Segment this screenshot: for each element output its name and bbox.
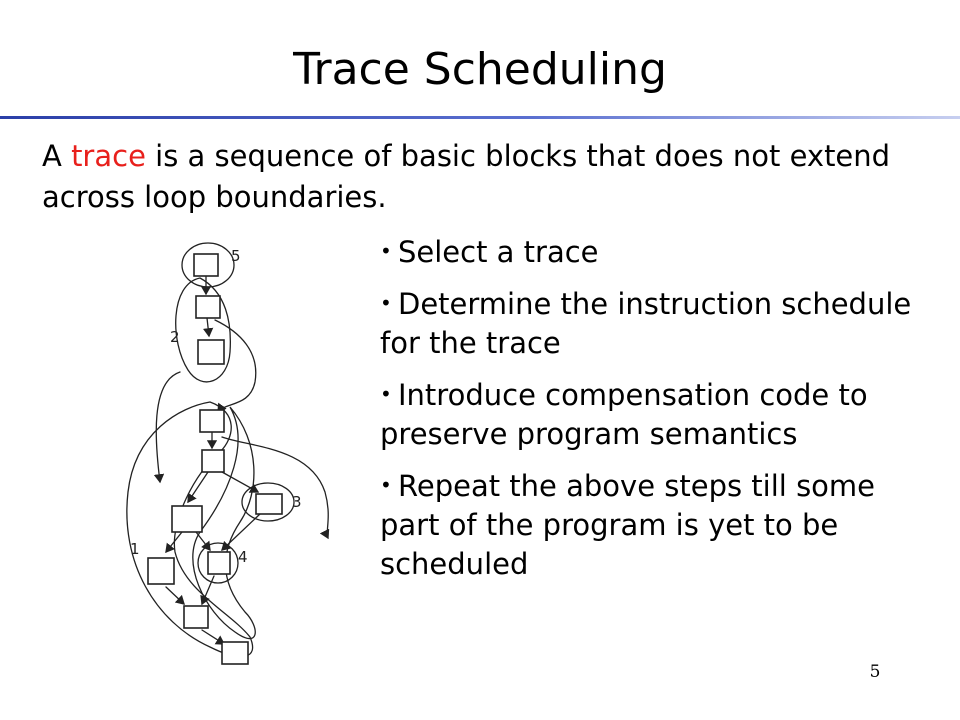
list-item (380, 466, 940, 584)
basic-block (200, 410, 224, 432)
trace-2-label: 2 (170, 328, 180, 346)
step-text: Repeat the above steps till some part of the program is yet to be scheduled (380, 469, 876, 581)
steps-list (380, 232, 940, 596)
trace-5-label: 5 (231, 247, 241, 265)
basic-block (208, 552, 230, 574)
basic-block (222, 642, 248, 664)
list-item (380, 284, 940, 363)
bullet-icon: • (380, 473, 392, 497)
basic-block (194, 254, 218, 276)
title-divider (0, 116, 960, 119)
basic-block (256, 494, 282, 514)
step-text: Select a trace (398, 235, 599, 269)
intro-text (42, 136, 942, 218)
intro-highlight-trace: trace (71, 139, 146, 173)
trace-1-label: 1 (130, 540, 140, 558)
trace-4-label: 4 (238, 548, 248, 566)
slide-title: Trace Scheduling (293, 44, 667, 95)
list-item (380, 232, 940, 272)
page-number: 5 (869, 662, 881, 682)
intro-before: A (42, 139, 72, 173)
step-text: Introduce compensation code to preserve program semantics (380, 378, 868, 451)
basic-block (172, 506, 202, 532)
basic-block (196, 296, 220, 318)
bullet-icon: • (380, 291, 392, 315)
bullet-icon: • (380, 239, 392, 263)
list-item (380, 375, 940, 454)
basic-block (148, 558, 174, 584)
step-text: Determine the instruction schedule for the trace (380, 287, 912, 360)
trace-diagram (110, 232, 360, 672)
bullet-icon: • (380, 382, 392, 406)
basic-block (198, 340, 224, 364)
trace-2-outline (176, 278, 231, 382)
basic-block (184, 606, 208, 628)
trace-3-label: 3 (292, 493, 302, 511)
intro-after: is a sequence of basic blocks that does not extend across loop boundaries. (42, 139, 891, 214)
basic-block (202, 450, 224, 472)
